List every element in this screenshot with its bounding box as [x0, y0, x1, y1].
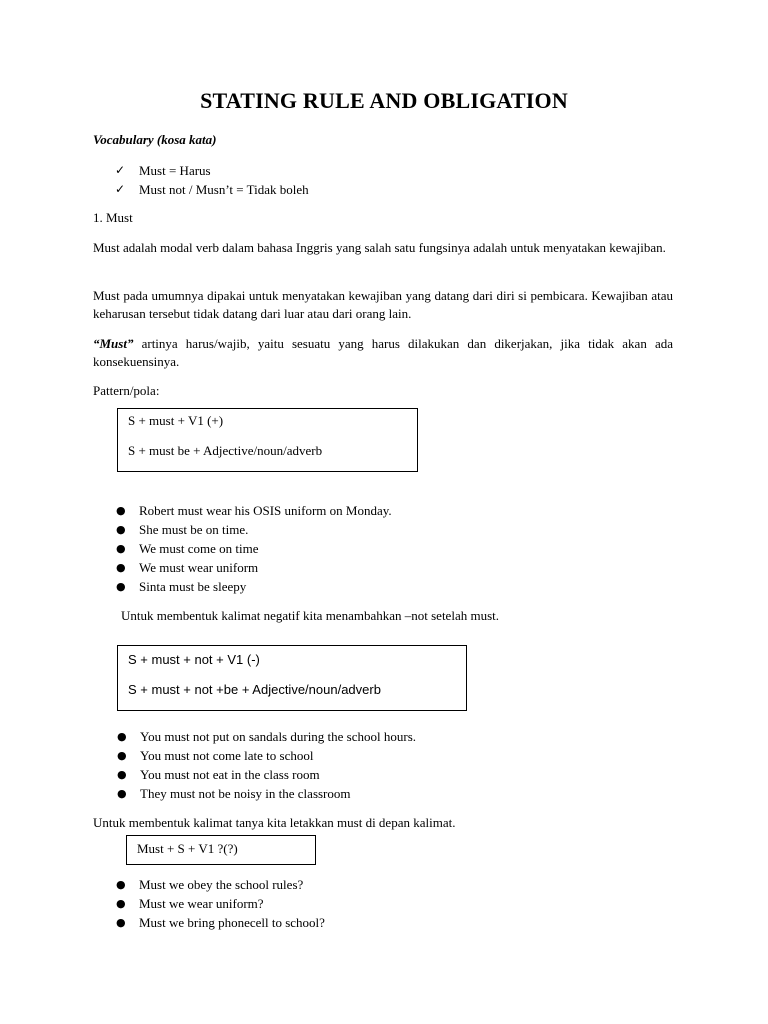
vocabulary-item: ✓ Must = Harus: [115, 163, 211, 178]
list-item: ● Must we obey the school rules?: [116, 877, 304, 892]
paragraph-meaning: “Must” artinya harus/wajib, yaitu sesuatu yang harus dilakukan dan dikerjakan, jika tidak akan ada konsekuensinya.: [93, 336, 673, 369]
list-item: ● You must not come late to school: [117, 748, 314, 763]
list-item: ● Robert must wear his OSIS uniform on Monday.: [116, 503, 392, 518]
question-examples-list: [116, 875, 325, 932]
bullet-icon: ●: [116, 878, 126, 891]
bullet-icon: ●: [116, 504, 126, 517]
bullet-icon: ●: [117, 768, 127, 781]
bullet-icon: ●: [116, 542, 126, 555]
list-item: ● Must we bring phonecell to school?: [116, 915, 325, 930]
section-heading-must: 1. Must: [93, 210, 133, 225]
bullet-icon: ●: [117, 749, 127, 762]
checkmark-icon: ✓: [115, 163, 126, 177]
negative-intro: Untuk membentuk kalimat negatif kita menambahkan –not setelah must.: [121, 608, 499, 623]
vocabulary-heading: Vocabulary (kosa kata): [93, 132, 217, 147]
paragraph-definition: Must adalah modal verb dalam bahasa Inggris yang salah satu fungsinya adalah untuk menyatakan kewajiban.: [93, 240, 666, 255]
pattern-line: Must + S + V1 ?(?): [137, 841, 238, 856]
list-item: ● Sinta must be sleepy: [116, 579, 247, 594]
list-item: ● You must not put on sandals during the school hours.: [117, 729, 417, 744]
list-item: ● We must wear uniform: [116, 560, 259, 575]
vocabulary-item: ✓ Must not / Musn’t = Tidak boleh: [115, 182, 309, 197]
list-item: ● Must we wear uniform?: [116, 896, 264, 911]
list-item: ● You must not eat in the class room: [117, 767, 320, 782]
bullet-icon: ●: [116, 897, 126, 910]
pattern-label: Pattern/pola:: [93, 383, 160, 398]
pattern-line: S + must + not +be + Adjective/noun/adverb: [128, 682, 381, 697]
checkmark-icon: ✓: [115, 182, 126, 196]
bullet-icon: ●: [116, 580, 126, 593]
pattern-line: S + must + not + V1 (-): [128, 652, 260, 667]
vocabulary-list: [115, 161, 309, 199]
positive-pattern-box: [117, 408, 418, 472]
bullet-icon: ●: [116, 561, 126, 574]
question-pattern-box: [126, 835, 316, 865]
paragraph-usage: Must pada umumnya dipakai untuk menyatakan kewajiban yang datang dari diri si pembicara. Kewajiban atau keharusan tersebut tidak datang dari luar atau dari orang lain.: [93, 288, 673, 321]
list-item: ● We must come on time: [116, 541, 259, 556]
negative-examples-list: [117, 727, 417, 803]
positive-examples-list: [116, 501, 392, 596]
bullet-icon: ●: [116, 523, 126, 536]
page-title: STATING RULE AND OBLIGATION: [200, 88, 568, 113]
negative-pattern-box: [117, 645, 467, 711]
question-intro: Untuk membentuk kalimat tanya kita letakkan must di depan kalimat.: [93, 815, 456, 830]
bullet-icon: ●: [116, 916, 126, 929]
list-item: ● They must not be noisy in the classroom: [117, 786, 351, 801]
pattern-line: S + must be + Adjective/noun/adverb: [128, 443, 323, 458]
bullet-icon: ●: [117, 730, 127, 743]
must-term: “Must”: [93, 336, 134, 351]
list-item: ● She must be on time.: [116, 522, 249, 537]
bullet-icon: ●: [117, 787, 127, 800]
pattern-line: S + must + V1 (+): [128, 413, 224, 428]
